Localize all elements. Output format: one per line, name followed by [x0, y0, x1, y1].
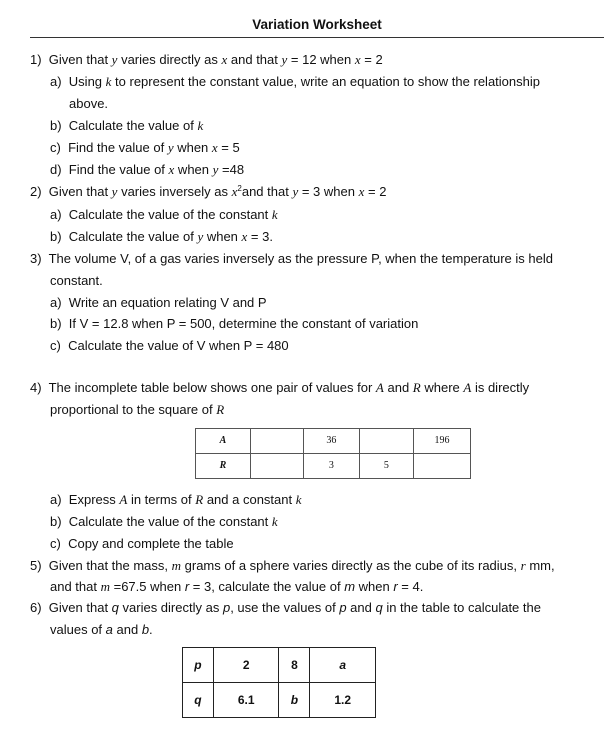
table-cell: 36 — [304, 429, 360, 454]
table-cell: 5 — [359, 454, 413, 479]
a-r-values-table — [195, 428, 471, 479]
question-6-stem: 6) Given that q varies directly as p, use the values of p and q in the table to calculate the — [30, 600, 541, 615]
question-4a: a) Express A in terms of R and a constant k — [50, 492, 302, 507]
page-title: Variation Worksheet — [252, 17, 382, 32]
table-cell: b — [279, 683, 310, 718]
table-row — [183, 648, 376, 683]
question-1a: a) Using k to represent the constant value, write an equation to show the relationship — [50, 74, 540, 89]
table-cell — [250, 454, 303, 479]
question-3b: b) If V = 12.8 when P = 500, determine the constant of variation — [50, 316, 419, 331]
question-3a: a) Write an equation relating V and P — [50, 295, 267, 310]
question-4b: b) Calculate the value of the constant k — [50, 514, 278, 529]
question-4-stem: 4) The incomplete table below shows one pair of values for A and R where A is directly — [30, 380, 530, 395]
title-divider — [30, 37, 604, 38]
table-cell — [414, 454, 471, 479]
table-row — [196, 454, 471, 479]
table-cell: p — [183, 648, 214, 683]
question-3-stem-continued: constant. — [50, 273, 103, 288]
table-cell — [250, 429, 303, 454]
question-1b: b) Calculate the value of k — [50, 118, 204, 133]
question-3-stem: 3) The volume V, of a gas varies inversely as the pressure P, when the temperature is held — [30, 251, 553, 266]
table-cell: 1.2 — [310, 683, 376, 718]
table-cell: R — [196, 454, 251, 479]
question-5-stem-continued: and that m =67.5 when r = 3, calculate the value of m when r = 4. — [50, 579, 424, 594]
question-1-stem: 1) Given that y varies directly as x and that y = 12 when x = 2 — [30, 52, 383, 67]
question-1c: c) Find the value of y when x = 5 — [50, 140, 240, 155]
question-2-stem: 2) Given that y varies inversely as $x^2and$ that y = 3 when x = 2 — [30, 184, 387, 199]
question-1d: d) Find the value of x when y =48 — [50, 162, 245, 177]
table-cell: 196 — [414, 429, 471, 454]
table-cell — [359, 429, 413, 454]
table-cell: A — [196, 429, 251, 454]
table-cell: 8 — [279, 648, 310, 683]
table-cell: 6.1 — [213, 683, 279, 718]
question-4-stem-continued: proportional to the square of R — [50, 402, 225, 417]
table-cell: 3 — [304, 454, 360, 479]
table-cell: a — [310, 648, 376, 683]
table-row — [196, 429, 471, 454]
question-2b: b) Calculate the value of y when x = 3. — [50, 229, 273, 244]
question-3c: c) Calculate the value of V when P = 480 — [50, 338, 289, 353]
question-5-stem: 5) Given that the mass, m grams of a sphere varies directly as the cube of its radius, r mm, — [30, 558, 555, 573]
question-4c: c) Copy and complete the table — [50, 536, 234, 551]
table-cell: q — [183, 683, 214, 718]
question-2a: a) Calculate the value of the constant k — [50, 207, 278, 222]
table-cell: 2 — [213, 648, 279, 683]
question-1a-continued: above. — [69, 96, 109, 111]
table-row — [183, 683, 376, 718]
question-6-stem-continued: values of a and b. — [50, 622, 153, 637]
p-q-values-table — [182, 647, 376, 718]
